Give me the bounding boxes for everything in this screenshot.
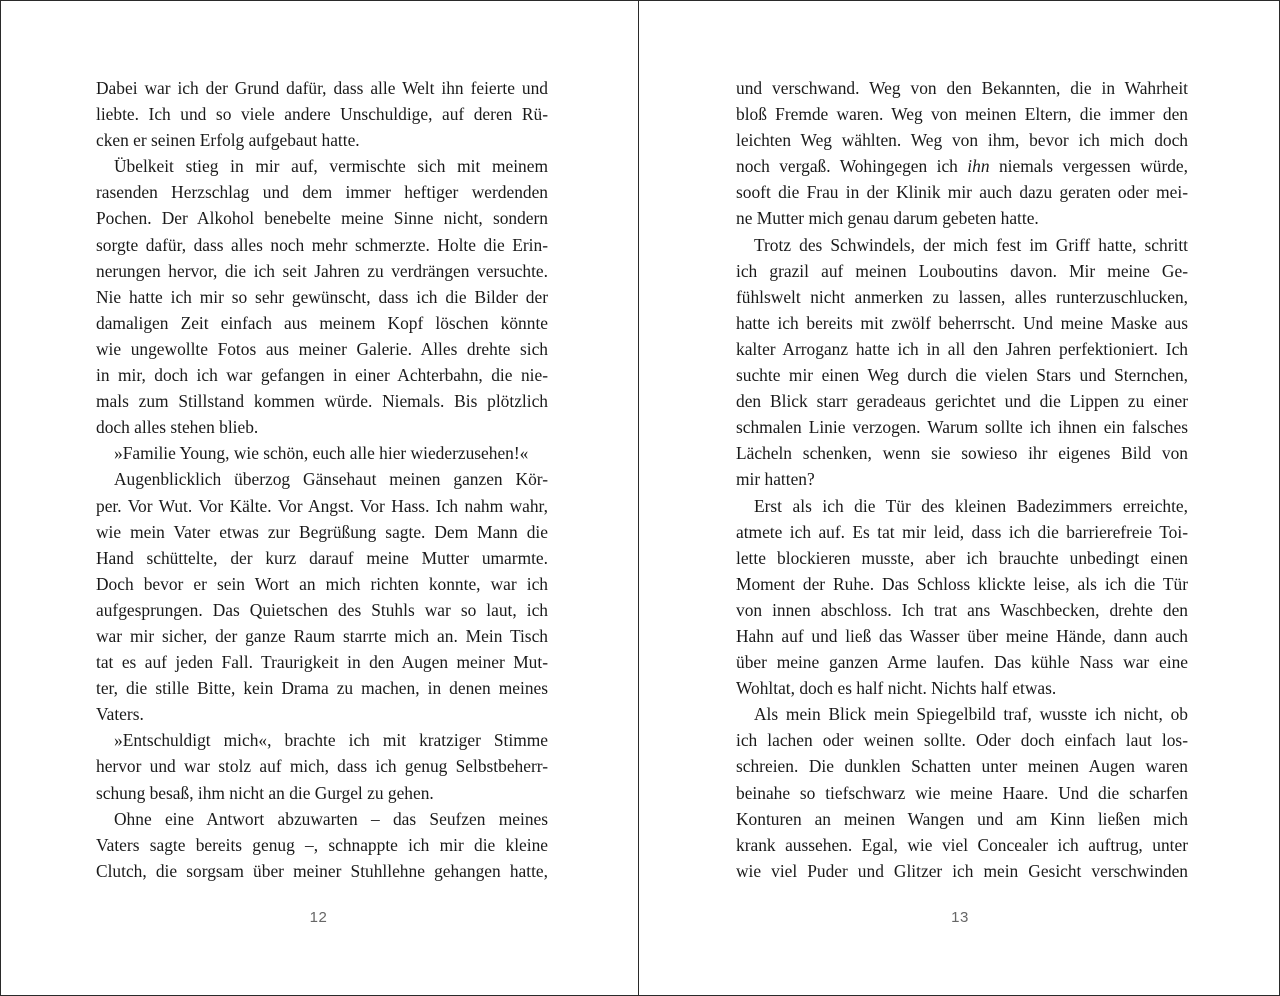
text-line: Trotz des Schwindels, der mich fest im Griff hatte, schritt	[754, 234, 1188, 255]
text-line: Moment der Ruhe. Das Schloss klickte leise, als ich die Tür	[736, 573, 1188, 594]
text-line: schreien. Die dunklen Schatten unter meinen Augen waren	[736, 756, 1188, 777]
text-line: von innen abschloss. Ich trat ans Waschbecken, drehte den	[736, 599, 1188, 620]
text-line: tat es auf jeden Fall. Traurigkeit in den Augen meiner Mut-	[96, 652, 548, 673]
text-line: Lächeln schenken, wenn sie sowieso ihr eigenes Bild von	[736, 443, 1188, 464]
text-line: Erst als ich die Tür des kleinen Badezimmers erreichte,	[754, 495, 1188, 516]
text-line: hervor und war stolz auf mich, dass ich genug Selbstbeherr-	[96, 756, 548, 777]
text-line: bloß Fremde waren. Weg von meinen Eltern, die immer den	[736, 104, 1188, 125]
text-line: Ohne eine Antwort abzuwarten – das Seufzen meines	[114, 808, 548, 829]
text-line: Vaters sagte bereits genug –, schnappte ich mir die kleine	[96, 834, 548, 855]
text-line: mals zum Stillstand kommen würde. Niemals. Bis plötzlich	[96, 391, 548, 412]
text-line: den Blick starr geradeaus gerichtet und die Lippen zu einer	[736, 391, 1188, 412]
left-page-text	[96, 75, 548, 884]
emphasis: ihn	[967, 156, 990, 177]
left-page-number: 12	[309, 909, 328, 926]
text-line: in mir, doch ich war gefangen in einer Achterbahn, die nie-	[96, 365, 548, 386]
text-line: nerungen hervor, die ich seit Jahren zu verdrängen versuchte.	[96, 260, 548, 281]
text-line: noch vergaß. Wohingegen ich ihn niemals vergessen würde,	[736, 156, 1188, 177]
text-line: war mir sicher, der ganze Raum starrte mich an. Mein Tisch	[96, 625, 548, 646]
text-line: Hand schüttelte, der kurz darauf meine Mutter umarmte.	[96, 547, 548, 568]
text-line: Als mein Blick mein Spiegelbild traf, wusste ich nicht, ob	[754, 704, 1188, 725]
text-line: mir hatten?	[736, 469, 815, 490]
text-line: beinahe so tiefschwarz wie meine Haare. Und die scharfen	[736, 782, 1188, 803]
text-line: hatte ich bereits mit zwölf beherrscht. Und meine Maske aus	[736, 312, 1188, 333]
text-line: Doch bevor er sein Wort an mich richten konnte, war ich	[96, 573, 548, 594]
right-page	[641, 1, 1279, 995]
text-line: Dabei war ich der Grund dafür, dass alle Welt ihn feierte und	[96, 78, 548, 98]
text-line: per. Vor Wut. Vor Kälte. Vor Angst. Vor Hass. Ich nahm wahr,	[96, 495, 548, 516]
text-line: wie mein Vater etwas zur Begrüßung sagte. Dem Mann die	[96, 521, 548, 542]
text-line: sorgte dafür, dass alles noch mehr schmerzte. Holte die Erin-	[96, 234, 548, 255]
text-line: krank aussehen. Egal, wie viel Concealer ich auftrug, unter	[736, 834, 1188, 855]
text-line: Wohltat, doch es half nicht. Nichts half etwas.	[736, 678, 1057, 699]
text-line: doch alles stehen blieb.	[96, 417, 259, 438]
text-line: ne Mutter mich genau darum gebeten hatte.	[736, 208, 1039, 229]
text-line: schmalen Linie verzogen. Warum sollte ich ihnen ein falsches	[736, 417, 1188, 438]
text-line: Clutch, die sorgsam über meiner Stuhllehne gehangen hatte,	[96, 860, 548, 881]
text-line: schung besaß, ihm nicht an die Gurgel zu gehen.	[96, 782, 434, 803]
text-line: kalter Arroganz hatte ich in all den Jahren perfektioniert. Ich	[736, 338, 1188, 359]
right-page-number: 13	[951, 909, 969, 926]
text-line: und verschwand. Weg von den Bekannten, die in Wahrheit	[736, 78, 1188, 98]
text-line: lette blockieren musste, aber ich brauchte unbedingt einen	[736, 547, 1188, 568]
text-line: Vaters.	[96, 704, 144, 725]
text-line: Pochen. Der Alkohol benebelte meine Sinne nicht, sondern	[96, 208, 548, 229]
text-line: suchte mir einen Weg durch die vielen Stars und Sternchen,	[736, 365, 1188, 386]
text-line: Augenblicklich überzog Gänsehaut meinen ganzen Kör-	[114, 469, 548, 490]
text-line: aufgesprungen. Das Quietschen des Stuhls war so laut, ich	[96, 599, 548, 620]
text-line: Nie hatte ich mir so sehr gewünscht, dass ich die Bilder der	[96, 286, 548, 307]
text-line: wie ungewollte Fotos aus meiner Galerie. Alles drehte sich	[96, 338, 548, 359]
text-line: Übelkeit stieg in mir auf, vermischte sich mit meinem	[114, 156, 548, 177]
text-line: ich grazil auf meinen Louboutins davon. Mir meine Ge-	[736, 260, 1188, 281]
text-line: Hahn auf und ließ das Wasser über meine Hände, dann auch	[736, 625, 1188, 646]
text-line: »Familie Young, wie schön, euch alle hier wiederzusehen!«	[114, 443, 529, 464]
text-line: damaligen Zeit einfach aus meinem Kopf löschen könnte	[96, 312, 548, 333]
text-line: atmete ich auf. Es tat mir leid, dass ich die barrierefreie Toi-	[736, 521, 1188, 542]
text-line: sooft die Frau in der Klinik mir auch dazu geraten oder mei-	[736, 182, 1188, 203]
text-line: über meine ganzen Arme laufen. Das kühle Nass war eine	[736, 652, 1188, 673]
text-line: cken er seinen Erfolg aufgebaut hatte.	[96, 130, 360, 151]
text-line: ter, die stille Bitte, kein Drama zu machen, in denen meines	[96, 678, 548, 699]
text-line: liebte. Ich und so viele andere Unschuldige, auf deren Rü-	[96, 104, 548, 125]
text-line: Konturen an meinen Wangen und am Kinn ließen mich	[736, 808, 1188, 829]
left-page	[1, 1, 639, 995]
right-page-text	[736, 75, 1188, 884]
text-line: rasenden Herzschlag und dem immer heftiger werdenden	[96, 182, 548, 203]
text-line: fühlswelt nicht anmerken zu lassen, alles runterzuschlucken,	[736, 286, 1188, 307]
text-line: wie viel Puder und Glitzer ich mein Gesicht verschwinden	[736, 860, 1188, 881]
text-line: leichten Weg wählten. Weg von ihm, bevor ich mich doch	[736, 130, 1188, 151]
text-line: »Entschuldigt mich«, brachte ich mit kratziger Stimme	[114, 730, 548, 751]
text-line: ich lachen oder weinen sollte. Oder doch einfach laut los-	[736, 730, 1188, 751]
